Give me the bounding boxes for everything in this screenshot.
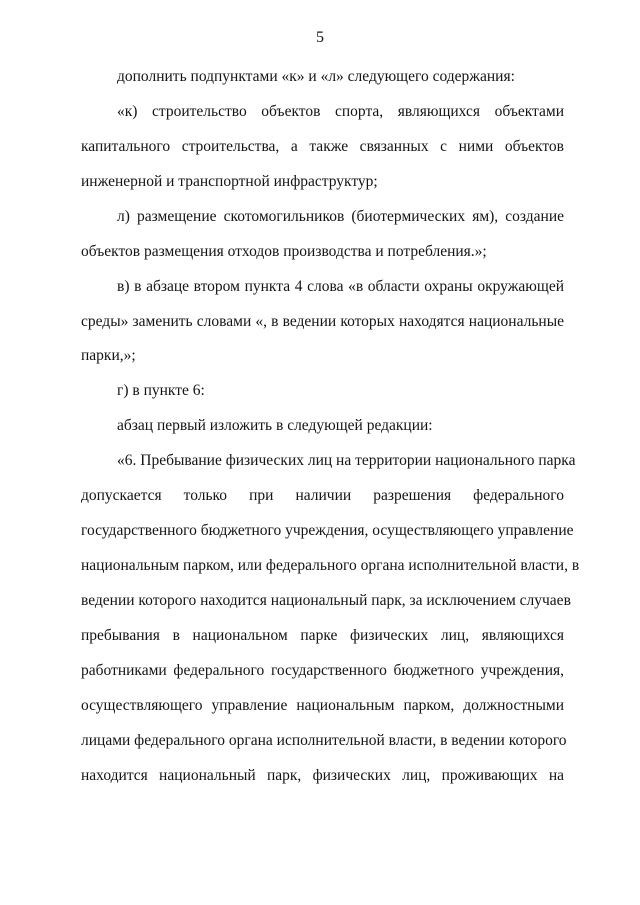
- text-line: капитального строительства, а также связанных с ними объектов: [81, 138, 564, 155]
- text-line: допускается только при наличии разрешения федерального: [81, 487, 564, 504]
- text-line: «6. Пребывание физических лиц на территории национального парка: [117, 452, 576, 469]
- text-line: инженерной и транспортной инфраструктур;: [81, 173, 378, 190]
- text-line: в) в абзаце втором пункта 4 слова «в области охраны окружающей: [117, 278, 564, 295]
- text-line: национальным парком, или федерального органа исполнительной власти, в: [81, 557, 580, 574]
- text-line: л) размещение скотомогильников (биотермических ям), создание: [117, 208, 564, 225]
- text-line: осуществляющего управление национальным парком, должностными: [81, 697, 564, 714]
- text-line: государственного бюджетного учреждения, осуществляющего управление: [81, 522, 574, 539]
- page-number: 5: [316, 29, 324, 46]
- text-line: пребывания в национальном парке физических лиц, являющихся: [81, 627, 564, 644]
- text-line: среды» заменить словами «, в ведении которых находятся национальные: [81, 313, 564, 330]
- text-line: работниками федерального государственного бюджетного учреждения,: [81, 662, 564, 679]
- text-line: дополнить подпунктами «к» и «л» следующего содержания:: [117, 68, 515, 85]
- text-line: абзац первый изложить в следующей редакции:: [117, 417, 433, 434]
- text-line: парки,»;: [81, 347, 136, 364]
- text-line: г) в пункте 6:: [117, 382, 205, 399]
- text-line: находится национальный парк, физических лиц, проживающих на: [81, 767, 564, 784]
- text-line: лицами федерального органа исполнительной власти, в ведении которого: [81, 732, 567, 749]
- text-line: «к) строительство объектов спорта, являющихся объектами: [117, 103, 564, 120]
- text-line: объектов размещения отходов производства и потребления.»;: [81, 243, 487, 260]
- text-line: ведении которого находится национальный парк, за исключением случаев: [81, 592, 571, 609]
